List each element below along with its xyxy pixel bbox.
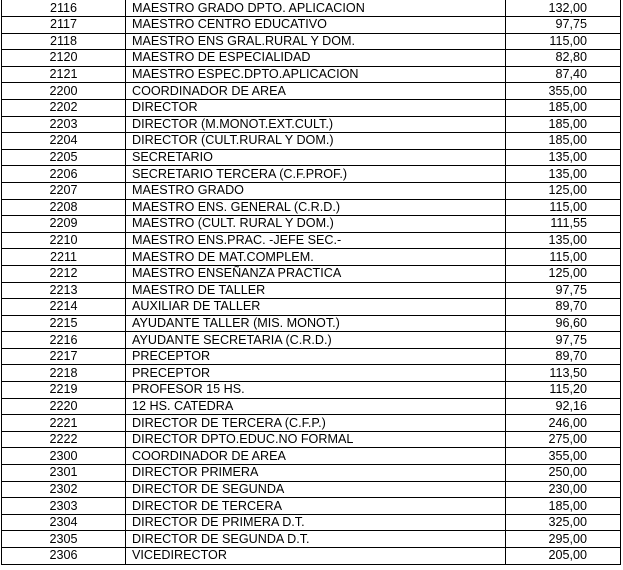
amount-cell: 125,00 bbox=[506, 265, 621, 282]
description-cell: DIRECTOR (CULT.RURAL Y DOM.) bbox=[126, 133, 506, 150]
code-cell: 2210 bbox=[2, 232, 126, 249]
description-cell: 12 HS. CATEDRA bbox=[126, 398, 506, 415]
code-cell: 2206 bbox=[2, 166, 126, 183]
description-cell: MAESTRO CENTRO EDUCATIVO bbox=[126, 17, 506, 34]
description-cell: DIRECTOR bbox=[126, 99, 506, 116]
table-row bbox=[2, 133, 621, 150]
amount-cell: 205,00 bbox=[506, 548, 621, 565]
description-cell: MAESTRO ENS GRAL.RURAL Y DOM. bbox=[126, 33, 506, 50]
amount-cell: 115,00 bbox=[506, 199, 621, 216]
amount-cell: 115,00 bbox=[506, 33, 621, 50]
amount-cell: 185,00 bbox=[506, 116, 621, 133]
description-cell: PRECEPTOR bbox=[126, 365, 506, 382]
description-cell: AYUDANTE TALLER (MIS. MONOT.) bbox=[126, 315, 506, 332]
amount-cell: 111,55 bbox=[506, 216, 621, 233]
code-cell: 2211 bbox=[2, 249, 126, 266]
table-row bbox=[2, 116, 621, 133]
code-cell: 2217 bbox=[2, 348, 126, 365]
description-cell: VICEDIRECTOR bbox=[126, 548, 506, 565]
table-row bbox=[2, 365, 621, 382]
table-body bbox=[2, 0, 621, 564]
code-cell: 2301 bbox=[2, 465, 126, 482]
description-cell: SECRETARIO TERCERA (C.F.PROF.) bbox=[126, 166, 506, 183]
amount-cell: 295,00 bbox=[506, 531, 621, 548]
description-cell: COORDINADOR DE AREA bbox=[126, 83, 506, 100]
amount-cell: 115,20 bbox=[506, 382, 621, 399]
amount-cell: 89,70 bbox=[506, 299, 621, 316]
code-cell: 2300 bbox=[2, 448, 126, 465]
description-cell: DIRECTOR PRIMERA bbox=[126, 465, 506, 482]
description-cell: MAESTRO ENSEÑANZA PRACTICA bbox=[126, 265, 506, 282]
amount-cell: 275,00 bbox=[506, 431, 621, 448]
description-cell: DIRECTOR DE SEGUNDA D.T. bbox=[126, 531, 506, 548]
description-cell: MAESTRO GRADO bbox=[126, 182, 506, 199]
code-cell: 2118 bbox=[2, 33, 126, 50]
description-cell: PROFESOR 15 HS. bbox=[126, 382, 506, 399]
table-row bbox=[2, 481, 621, 498]
code-cell: 2204 bbox=[2, 133, 126, 150]
amount-cell: 325,00 bbox=[506, 514, 621, 531]
description-cell: MAESTRO DE ESPECIALIDAD bbox=[126, 50, 506, 67]
table-row bbox=[2, 514, 621, 531]
table-row bbox=[2, 149, 621, 166]
description-cell: MAESTRO ENS.PRAC. -JEFE SEC.- bbox=[126, 232, 506, 249]
table-row bbox=[2, 166, 621, 183]
code-cell: 2303 bbox=[2, 498, 126, 515]
table-row bbox=[2, 348, 621, 365]
table-row bbox=[2, 465, 621, 482]
table-row bbox=[2, 382, 621, 399]
code-cell: 2213 bbox=[2, 282, 126, 299]
code-cell: 2222 bbox=[2, 431, 126, 448]
code-cell: 2304 bbox=[2, 514, 126, 531]
description-cell: DIRECTOR (M.MONOT.EXT.CULT.) bbox=[126, 116, 506, 133]
amount-cell: 230,00 bbox=[506, 481, 621, 498]
table-row bbox=[2, 182, 621, 199]
table-row bbox=[2, 448, 621, 465]
description-cell: DIRECTOR DE TERCERA bbox=[126, 498, 506, 515]
amount-cell: 250,00 bbox=[506, 465, 621, 482]
amount-cell: 96,60 bbox=[506, 315, 621, 332]
table-row bbox=[2, 431, 621, 448]
table-row bbox=[2, 265, 621, 282]
amount-cell: 355,00 bbox=[506, 448, 621, 465]
amount-cell: 132,00 bbox=[506, 0, 621, 17]
table-row bbox=[2, 50, 621, 67]
description-cell: MAESTRO ESPEC.DPTO.APLICACION bbox=[126, 66, 506, 83]
code-cell: 2202 bbox=[2, 99, 126, 116]
amount-cell: 97,75 bbox=[506, 332, 621, 349]
table-row bbox=[2, 216, 621, 233]
code-cell: 2116 bbox=[2, 0, 126, 17]
amount-cell: 82,80 bbox=[506, 50, 621, 67]
table-row bbox=[2, 415, 621, 432]
table-row bbox=[2, 332, 621, 349]
table-row bbox=[2, 199, 621, 216]
table-row bbox=[2, 282, 621, 299]
code-cell: 2215 bbox=[2, 315, 126, 332]
code-cell: 2203 bbox=[2, 116, 126, 133]
description-cell: DIRECTOR DPTO.EDUC.NO FORMAL bbox=[126, 431, 506, 448]
description-cell: AYUDANTE SECRETARIA (C.R.D.) bbox=[126, 332, 506, 349]
table-row bbox=[2, 249, 621, 266]
code-cell: 2117 bbox=[2, 17, 126, 34]
description-cell: AUXILIAR DE TALLER bbox=[126, 299, 506, 316]
table-row bbox=[2, 315, 621, 332]
table-row bbox=[2, 398, 621, 415]
code-cell: 2305 bbox=[2, 531, 126, 548]
description-cell: DIRECTOR DE TERCERA (C.F.P.) bbox=[126, 415, 506, 432]
table-row bbox=[2, 299, 621, 316]
amount-cell: 185,00 bbox=[506, 498, 621, 515]
description-cell: COORDINADOR DE AREA bbox=[126, 448, 506, 465]
table-row bbox=[2, 548, 621, 565]
code-cell: 2200 bbox=[2, 83, 126, 100]
description-cell: MAESTRO (CULT. RURAL Y DOM.) bbox=[126, 216, 506, 233]
amount-cell: 135,00 bbox=[506, 149, 621, 166]
code-cell: 2207 bbox=[2, 182, 126, 199]
code-cell: 2120 bbox=[2, 50, 126, 67]
amount-cell: 185,00 bbox=[506, 99, 621, 116]
description-cell: MAESTRO ENS. GENERAL (C.R.D.) bbox=[126, 199, 506, 216]
description-cell: DIRECTOR DE SEGUNDA bbox=[126, 481, 506, 498]
code-cell: 2205 bbox=[2, 149, 126, 166]
amount-cell: 135,00 bbox=[506, 166, 621, 183]
description-cell: MAESTRO DE TALLER bbox=[126, 282, 506, 299]
table-row bbox=[2, 531, 621, 548]
table-row bbox=[2, 498, 621, 515]
code-cell: 2221 bbox=[2, 415, 126, 432]
code-cell: 2208 bbox=[2, 199, 126, 216]
table-row bbox=[2, 99, 621, 116]
code-cell: 2216 bbox=[2, 332, 126, 349]
amount-cell: 115,00 bbox=[506, 249, 621, 266]
table-row bbox=[2, 83, 621, 100]
amount-cell: 185,00 bbox=[506, 133, 621, 150]
code-cell: 2212 bbox=[2, 265, 126, 282]
amount-cell: 113,50 bbox=[506, 365, 621, 382]
description-cell: MAESTRO GRADO DPTO. APLICACION bbox=[126, 0, 506, 17]
amount-cell: 246,00 bbox=[506, 415, 621, 432]
table-row bbox=[2, 66, 621, 83]
amount-cell: 125,00 bbox=[506, 182, 621, 199]
code-cell: 2209 bbox=[2, 216, 126, 233]
amount-cell: 97,75 bbox=[506, 282, 621, 299]
code-cell: 2219 bbox=[2, 382, 126, 399]
amount-cell: 97,75 bbox=[506, 17, 621, 34]
code-cell: 2302 bbox=[2, 481, 126, 498]
code-cell: 2306 bbox=[2, 548, 126, 565]
amount-cell: 92,16 bbox=[506, 398, 621, 415]
description-cell: SECRETARIO bbox=[126, 149, 506, 166]
amount-cell: 87,40 bbox=[506, 66, 621, 83]
description-cell: MAESTRO DE MAT.COMPLEM. bbox=[126, 249, 506, 266]
amount-cell: 135,00 bbox=[506, 232, 621, 249]
table-row bbox=[2, 0, 621, 17]
table-row bbox=[2, 232, 621, 249]
table-row bbox=[2, 33, 621, 50]
amount-cell: 355,00 bbox=[506, 83, 621, 100]
position-salary-table bbox=[1, 0, 621, 565]
code-cell: 2214 bbox=[2, 299, 126, 316]
amount-cell: 89,70 bbox=[506, 348, 621, 365]
code-cell: 2220 bbox=[2, 398, 126, 415]
description-cell: PRECEPTOR bbox=[126, 348, 506, 365]
document-page bbox=[1, 0, 618, 565]
code-cell: 2218 bbox=[2, 365, 126, 382]
description-cell: DIRECTOR DE PRIMERA D.T. bbox=[126, 514, 506, 531]
code-cell: 2121 bbox=[2, 66, 126, 83]
table-row bbox=[2, 17, 621, 34]
